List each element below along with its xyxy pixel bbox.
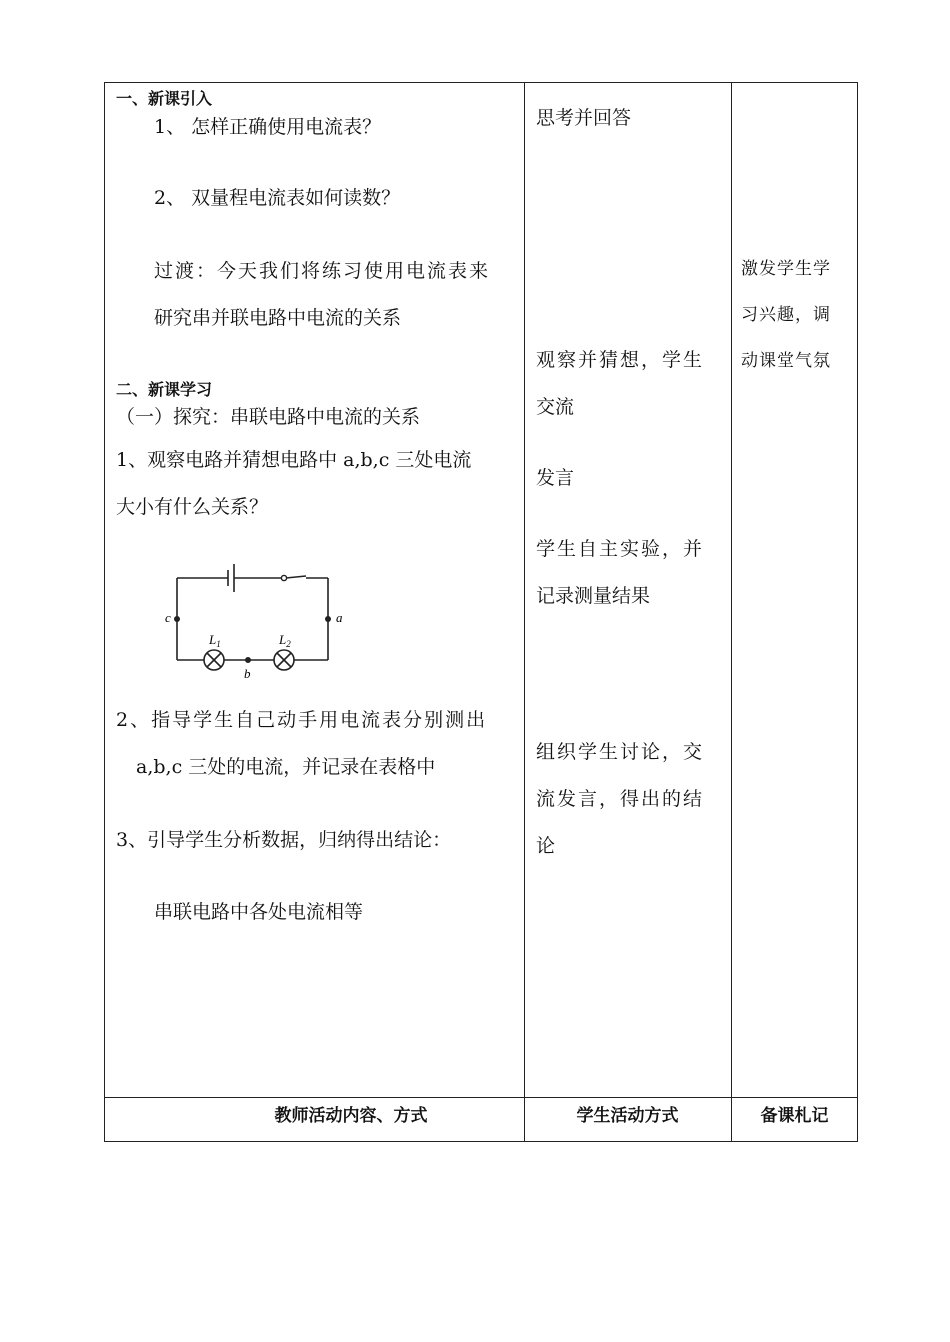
student-activity-4-line-2: 记录测量结果 [536, 585, 651, 607]
student-activity-3: 发言 [536, 467, 575, 489]
label-a: a [336, 610, 343, 625]
notes-column-header: 备课札记 [760, 1106, 829, 1126]
lamp-2-label: $L_2$ [279, 632, 291, 649]
column-divider-1 [524, 82, 525, 1142]
step-3: 3、引导学生分析数据，归纳得出结论： [116, 829, 452, 851]
step-2-line-1: 2、指导学生自己动手用电流表分别测出 [116, 709, 488, 731]
section-title-learning: 二、新课学习 [116, 380, 213, 399]
question-1: 1、 怎样正确使用电流表？ [154, 116, 382, 138]
header-row-divider [104, 1097, 858, 1098]
label-b: b [244, 666, 251, 681]
point-a-dot [325, 616, 331, 622]
student-activity-5-line-1: 组织学生讨论，交 [536, 741, 705, 763]
student-activity-5-line-2: 流发言，得出的结 [536, 788, 705, 810]
step-1-line-1: 1、观察电路并猜想电路中 a,b,c 三处电流 [116, 449, 472, 471]
point-c-dot [174, 616, 180, 622]
series-circuit-diagram [160, 560, 360, 685]
student-activity-4-line-1: 学生自主实验，并 [536, 538, 705, 560]
conclusion: 串联电路中各处电流相等 [154, 901, 364, 923]
transition-line-1: 过渡：今天我们将练习使用电流表来 [154, 260, 491, 282]
lamp-1-label: $L_1$ [209, 632, 221, 649]
column-divider-2 [731, 82, 732, 1142]
student-activity-1: 思考并回答 [536, 107, 632, 129]
notes-line-2: 习兴趣，调 [741, 305, 831, 325]
teacher-column-header: 教师活动内容、方式 [274, 1106, 428, 1126]
switch-contact [281, 575, 286, 580]
section-title-intro: 一、新课引入 [116, 89, 213, 108]
label-c: c [165, 610, 171, 625]
student-column-header: 学生活动方式 [576, 1106, 679, 1126]
transition-line-2: 研究串并联电路中电流的关系 [154, 307, 402, 329]
step-1-line-2: 大小有什么关系？ [116, 496, 269, 518]
student-activity-2-line-2: 交流 [536, 396, 575, 418]
student-activity-2-line-1: 观察并猜想，学生 [536, 349, 705, 371]
step-2-line-2: a,b,c 三处的电流，并记录在表格中 [136, 756, 436, 778]
explore-title: （一）探究：串联电路中电流的关系 [116, 406, 421, 428]
notes-line-1: 激发学生学 [741, 259, 831, 279]
notes-line-3: 动课堂气氛 [741, 351, 831, 371]
point-b-dot [245, 657, 251, 663]
question-2: 2、 双量程电流表如何读数？ [154, 187, 401, 209]
student-activity-5-line-3: 论 [536, 835, 556, 857]
